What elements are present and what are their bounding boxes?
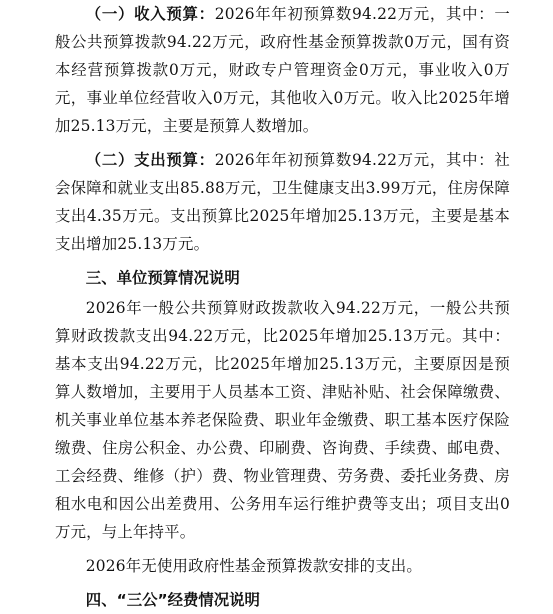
document-page — [55, 0, 510, 614]
expenditure-budget-paragraph — [55, 146, 510, 258]
revenue-budget-paragraph — [55, 0, 510, 140]
expenditure-budget-lead: （二）支出预算： — [85, 151, 215, 169]
revenue-budget-lead: （一）收入预算： — [85, 5, 215, 23]
section-four-heading: 四、“三公”经费情况说明 — [85, 591, 260, 609]
section-three-heading: 三、单位预算情况说明 — [85, 269, 240, 287]
expenditure-budget-text: 2026年年初预算数94.22万元，其中：社会保障和就业支出85.88万元，卫生健康支出3.99万元，住房保障支出4.35万元。支出预算比2025年增加25.13万元，主要是基本支出增加25.13万元。 — [55, 151, 510, 253]
section-three-paragraph-1: 2026年一般公共预算财政拨款收入94.22万元，一般公共预算财政拨款支出94.22万元，比2025年增加25.13万元。其中：基本支出94.22万元，比2025年增加25.13万元，主要原因是预算人数增加，主要用于人员基本工资、津贴补贴、社会保障缴费、机关事业单位基本养老保险费、职业年金缴费、职工基本医疗保险缴费、住房公积金、办公费、印刷费、咨询费、手续费、邮电费、工会经费、维修（护）费、物业管理费、劳务费、委托业务费、房租水电和因公出差费用、公务用车运行维护费等支出；项目支出0万元，与上年持平。 — [55, 299, 510, 541]
section-three-paragraph-2: 2026年无使用政府性基金预算拨款安排的支出。 — [85, 557, 422, 575]
revenue-budget-text: 2026年年初预算数94.22万元，其中：一般公共预算拨款94.22万元，政府性基金预算拨款0万元，国有资本经营预算拨款0万元，财政专户管理资金0万元，事业收入0万元，事业单位经营收入0万元，其他收入0万元。收入比2025年增加25.13万元，主要是预算人数增加。 — [55, 5, 510, 135]
